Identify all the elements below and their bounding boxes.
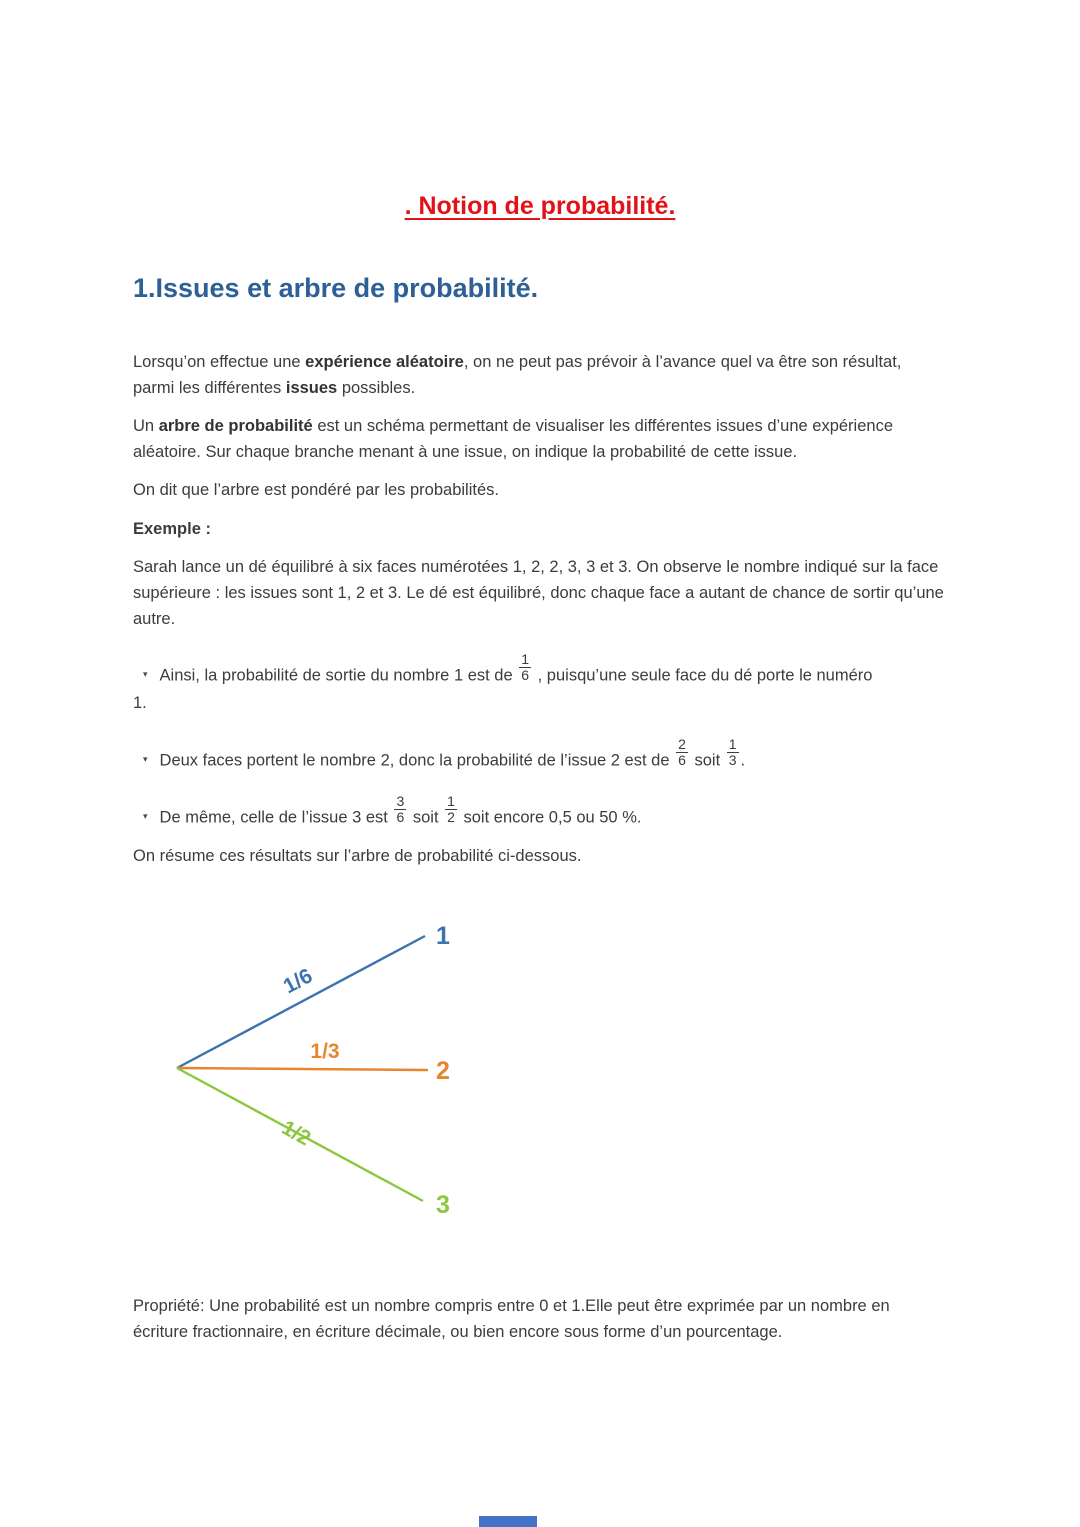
fraction-numerator: 1 xyxy=(447,792,455,809)
text-run: , on ne peut pas prévoir à l’avance quel va être son résultat, parmi les différentes xyxy=(133,353,902,397)
text-run: . xyxy=(740,751,746,770)
text-run: soit xyxy=(408,808,444,827)
tree-branch-label-1: 1/6 xyxy=(279,964,317,999)
text-run: , puisqu’une seule face du dé porte le numéro xyxy=(533,666,873,685)
bullet-item-3 xyxy=(133,794,947,831)
probability-tree-svg xyxy=(133,911,653,1231)
bold-text-run: issues xyxy=(285,378,338,397)
tree-outcome-3: 3 xyxy=(436,1191,450,1220)
example-label: Exemple : xyxy=(133,519,211,538)
paragraph-intro xyxy=(133,350,947,401)
fraction-1-2 xyxy=(445,794,457,826)
fraction-numerator: 3 xyxy=(396,792,405,809)
fraction-numerator: 1 xyxy=(521,651,530,668)
text-run: soit xyxy=(689,751,725,770)
tree-branch-line-1 xyxy=(177,936,425,1068)
text-run: soit encore 0,5 ou 50 %. xyxy=(458,808,642,827)
probability-tree-diagram xyxy=(133,911,947,1236)
fraction-denominator: 6 xyxy=(521,667,530,684)
section-heading: 1.Issues et arbre de probabilité. xyxy=(133,273,539,303)
bullet-icon: ▾ xyxy=(143,811,148,822)
fraction-denominator: 3 xyxy=(728,752,737,769)
tree-branch-line-2 xyxy=(177,1068,428,1070)
property-label: Propriété: xyxy=(133,1297,205,1316)
text-run: Ainsi, la probabilité de sortie du nombre 1 est de xyxy=(159,666,518,685)
tree-outcome-2: 2 xyxy=(436,1057,450,1086)
fraction-denominator: 6 xyxy=(396,809,405,826)
property-text: Une probabilité est un nombre compris entre 0 et 1.Elle peut être exprimée par un nombre en écriture fractionnaire, en écriture décimale, ou bien encore sous forme d’un pourcentage. xyxy=(133,1297,890,1341)
paragraph-pondere: On dit que l’arbre est pondéré par les probabilités. xyxy=(133,481,499,500)
bold-text-run: arbre de probabilité xyxy=(158,417,313,436)
footer-blue-bar xyxy=(479,1516,537,1527)
document-title: . Notion de probabilité. xyxy=(404,192,676,220)
paragraph-tree-definition xyxy=(133,414,947,465)
bullet-icon: ▾ xyxy=(143,754,148,765)
tree-branch-label-2: 1/3 xyxy=(310,1040,340,1064)
fraction-numerator: 1 xyxy=(728,735,737,752)
fraction-1-6 xyxy=(519,652,531,684)
bullet-icon: ▾ xyxy=(143,669,148,680)
bold-text-run: expérience aléatoire xyxy=(305,353,464,371)
text-run: De même, celle de l’issue 3 est xyxy=(159,808,393,827)
bullet-item-2 xyxy=(133,737,947,774)
paragraph-property xyxy=(133,1294,947,1345)
text-run: Deux faces portent le nombre 2, donc la probabilité de l’issue 2 est de xyxy=(159,751,675,770)
bullet-item-1-continuation: 1. xyxy=(133,694,147,713)
fraction-denominator: 6 xyxy=(678,752,686,769)
bullet-item-1 xyxy=(133,652,947,689)
fraction-numerator: 2 xyxy=(678,735,686,752)
text-run: possibles. xyxy=(337,378,416,397)
body-text xyxy=(133,350,947,1345)
paragraph-resume: On résume ces résultats sur l’arbre de probabilité ci-dessous. xyxy=(133,846,582,865)
text-run: est un schéma permettant de visualiser les différentes issues d’une expérience aléatoire. Sur chaque branche menant à une issue, on indique la probabilité de cette issue. xyxy=(133,417,893,461)
tree-branch-label-3: 1/2 xyxy=(277,1116,315,1151)
tree-outcome-1: 1 xyxy=(436,922,450,951)
text-run: Un xyxy=(133,417,159,436)
fraction-denominator: 2 xyxy=(447,809,455,826)
text-run: Lorsqu’on effectue une xyxy=(133,353,306,371)
fraction-2-6 xyxy=(676,737,688,769)
fraction-1-3 xyxy=(727,737,739,769)
paragraph-example: Sarah lance un dé équilibré à six faces numérotées 1, 2, 2, 3, 3 et 3. On observe le nombre indiqué sur la face supérieure : les issues sont 1, 2 et 3. Le dé est équilibré, donc chaque face a autant de chance de sortir qu’une autre. xyxy=(133,558,944,628)
fraction-3-6 xyxy=(394,794,406,826)
